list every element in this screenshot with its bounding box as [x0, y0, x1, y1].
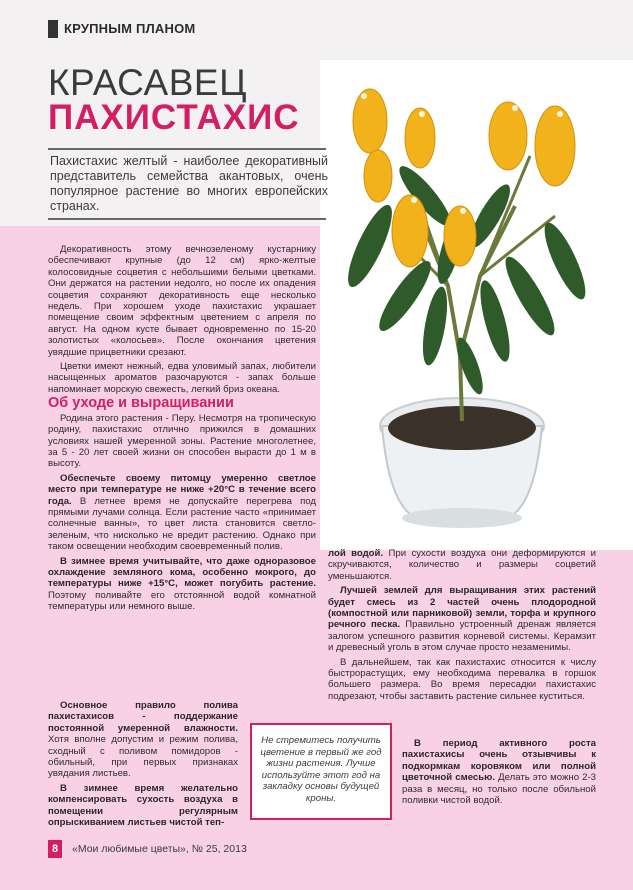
- paragraph: Цветки имеют нежный, едва уловимый запах, любители насыщенных ароматов разочаруются - запах больше напоминает морскую свежесть, легкий бриз океана.: [48, 361, 316, 395]
- section-marker: [48, 20, 58, 38]
- page-number: 8: [48, 840, 62, 858]
- paragraph: Родина этого растения - Перу. Несмотря на тропическую родину, пахистахис отлично прижился в домашних условиях нашей умеренной зоны. Растение многолетнее, за 5 - 20 лет своей жизни он способен вырасти до 1 м в высоту.: [48, 412, 316, 470]
- right-column: [328, 548, 596, 705]
- paragraph: [48, 783, 238, 829]
- lead-bottom-rule: [48, 218, 326, 220]
- text: Поэтому поливайте его отстоянной водой комнатной температуры или немного выше.: [48, 589, 316, 613]
- emphasis: В период активного роста пахистахисы очень отзывчивы к подкормкам коровяком или полной цветочной смесью.: [402, 738, 596, 784]
- section-label: КРУПНЫМ ПЛАНОМ: [64, 21, 196, 36]
- emphasis: Основное правило полива пахистахисов - поддержание постоянной умеренной влажности.: [48, 700, 238, 734]
- lead-top-rule: [48, 148, 326, 150]
- paragraph: В дальнейшем, так как пахистахис относится к числу быстрорастущих, ему необходима перевалка в горшок большего размера. Во время пересадки пахистахис подрезают, чтобы заставить растение сильнее куститься.: [328, 656, 596, 702]
- text: Правильно устроенный дренаж является залогом успешного развития корневой системы. Керамзит и древесный уголь в этом случае просто незаменимы.: [328, 619, 597, 654]
- emphasis: В зимнее время учитывайте, что даже одноразовое охлаждение земляного кома, особенно мокрого, до температуры ниже +15°С, может погубить растение.: [48, 555, 316, 590]
- left-column-bottom: [48, 700, 238, 831]
- publication-info: «Мои любимые цветы», № 25, 2013: [72, 843, 247, 855]
- paragraph: [328, 548, 596, 582]
- text: Делать это можно 2-3 раза в месяц, но только после обильной поливки чистой водой.: [402, 772, 597, 807]
- text: В летнее время не допускайте перегрева под прямыми лучами солнца. Если растение часто «принимает солнечные ванны», то цвет листа становится светло-зеленым, что нисколько не вредит растению. Однако при таком освещении необходим своевременный полив.: [48, 495, 316, 553]
- paragraph: [402, 738, 596, 806]
- emphasis: Обеспечьте своему питомцу умеренно светлое место при температуре не ниже +20°С в течение всего года.: [48, 472, 316, 507]
- paragraph: [328, 585, 596, 653]
- left-column: [48, 244, 316, 616]
- callout-box: Не стремитесь получить цветение в первый же год жизни растения. Лучше используйте этот год на закладку основы будущей кроны.: [250, 723, 392, 820]
- title-line-1: КРАСАВЕЦ: [48, 62, 247, 103]
- text: Хотя вполне допустим и режим полива, сходный с поливом помидоров - обильный, при первых признаках увядания листьев.: [48, 734, 238, 780]
- paragraph: [48, 556, 316, 613]
- paragraph: [48, 473, 316, 553]
- paragraph: [48, 700, 238, 780]
- plant-photo: [330, 66, 596, 536]
- right-column-bottom: [402, 738, 596, 809]
- paragraph: Декоративность этому вечнозеленому кустарнику обеспечивают крупные (до 12 см) ярко-желтые колосовидные соцветия с небольшими белыми цветками. Они держатся на растении недолго, но после их опадения соцветия сохраняют декоративность еще несколько недель. При хорошем уходе пахистахис украшает помещение своим эффектным цветением с апреля по август. На одном кусте бывает одновременно по 15-20 золотистых «колосьев». После окончания цветения увядшие прицветники срезают.: [48, 244, 316, 358]
- subheading: Об уходе и выращивании: [48, 395, 234, 412]
- lead-paragraph: Пахистахис желтый - наиболее декоративный представитель семейства акантовых, очень популярное растение во многих европейских странах.: [50, 154, 328, 213]
- emphasis: Лучшей землей для выращивания этих растений будет смесь из 2 частей очень плодородной (компостной или парниковой) земли, торфа и крупного речного песка.: [328, 585, 596, 631]
- text: При сухости воздуха они деформируются и скручиваются, количество и размеры соцветий уменьшаются.: [328, 548, 596, 582]
- emphasis: В зимнее время желательно компенсировать сухость воздуха в помещении регулярным опрыскиванием листьев чистой теп-: [48, 782, 238, 829]
- emphasis: лой водой.: [328, 548, 384, 559]
- title-line-2: ПАХИСТАХИС: [48, 98, 300, 137]
